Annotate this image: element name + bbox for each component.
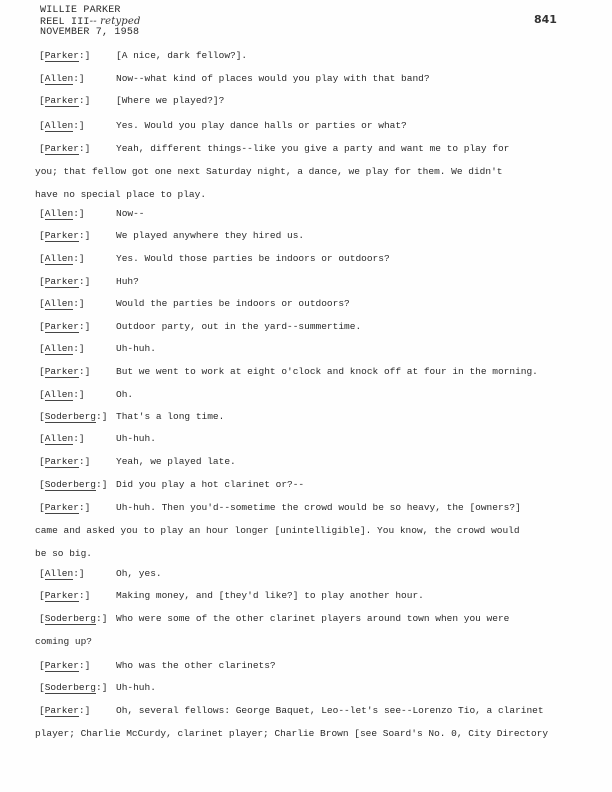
bracket-close: :] <box>78 276 91 287</box>
speaker-label <box>39 389 85 401</box>
bracket-close: :] <box>73 73 85 84</box>
bracket-open: [ <box>39 660 45 671</box>
bracket-open: [ <box>39 590 45 601</box>
bracket-close: :] <box>73 253 85 264</box>
bracket-close: :] <box>78 366 91 377</box>
speaker-name: Parker <box>44 276 79 287</box>
speaker-label <box>39 613 107 625</box>
speaker-label <box>39 343 85 355</box>
speaker-name: Allen <box>44 389 74 400</box>
utterance-line: Would the parties be indoors or outdoors? <box>116 298 350 309</box>
utterance-continuation: be so big. <box>35 548 93 559</box>
speaker-label <box>39 298 85 310</box>
bracket-open: [ <box>39 120 45 131</box>
speaker-name: Soderberg <box>44 411 97 422</box>
speaker-name: Parker <box>44 590 79 601</box>
handwritten-note: -- retyped <box>89 16 141 27</box>
utterance-line: Oh, yes. <box>116 568 162 579</box>
bracket-close: :] <box>96 682 108 693</box>
speaker-label <box>39 120 85 132</box>
speaker-name: Parker <box>44 321 79 332</box>
utterance-line: Yeah, we played late. <box>116 456 236 467</box>
speaker-label <box>39 502 90 514</box>
utterance-line: Huh? <box>116 276 139 287</box>
header-name: WILLIE PARKER <box>40 5 121 16</box>
bracket-open: [ <box>39 389 45 400</box>
bracket-open: [ <box>39 568 45 579</box>
bracket-open: [ <box>39 479 45 490</box>
bracket-open: [ <box>39 73 45 84</box>
speaker-label <box>39 705 90 717</box>
utterance-line: Making money, and [they'd like?] to play another hour. <box>116 590 424 601</box>
bracket-open: [ <box>39 366 45 377</box>
speaker-name: Soderberg <box>44 682 97 693</box>
bracket-open: [ <box>39 95 45 106</box>
speaker-name: Soderberg <box>44 479 97 490</box>
bracket-open: [ <box>39 321 45 332</box>
bracket-open: [ <box>39 208 45 219</box>
speaker-name: Parker <box>44 143 79 154</box>
speaker-label <box>39 208 85 220</box>
speaker-name: Allen <box>44 298 74 309</box>
bracket-open: [ <box>39 502 45 513</box>
bracket-open: [ <box>39 682 45 693</box>
header-date: NOVEMBER 7, 1958 <box>40 27 140 38</box>
utterance-line: Oh. <box>116 389 134 400</box>
bracket-open: [ <box>39 433 45 444</box>
speaker-label <box>39 230 90 242</box>
utterance-continuation: have no special place to play. <box>35 189 207 200</box>
utterance-line: Uh-huh. Then you'd--sometime the crowd would be so heavy, the [owners?] <box>116 502 521 513</box>
speaker-label <box>39 479 107 491</box>
bracket-close: :] <box>78 456 91 467</box>
speaker-label <box>39 411 107 423</box>
speaker-label <box>39 143 90 155</box>
bracket-close: :] <box>78 230 91 241</box>
utterance-line: Oh, several fellows: George Baquet, Leo--let's see--Lorenzo Tio, a clarinet <box>116 705 544 716</box>
speaker-name: Parker <box>44 456 79 467</box>
bracket-close: :] <box>73 343 85 354</box>
speaker-name: Parker <box>44 660 79 671</box>
utterance-line: Yes. Would those parties be indoors or outdoors? <box>116 253 390 264</box>
utterance-continuation: you; that fellow got one next Saturday night, a dance, we play for them. We didn't <box>35 166 503 177</box>
bracket-open: [ <box>39 276 45 287</box>
bracket-open: [ <box>39 705 45 716</box>
speaker-label <box>39 321 90 333</box>
bracket-close: :] <box>96 411 108 422</box>
utterance-line: Now--what kind of places would you play with that band? <box>116 73 430 84</box>
utterance-line: Uh-huh. <box>116 433 156 444</box>
bracket-close: :] <box>78 660 91 671</box>
bracket-close: :] <box>78 502 91 513</box>
speaker-label <box>39 95 90 107</box>
utterance-line: That's a long time. <box>116 411 225 422</box>
speaker-name: Allen <box>44 73 74 84</box>
speaker-label <box>39 50 90 62</box>
utterance-line: Uh-huh. <box>116 343 156 354</box>
speaker-name: Allen <box>44 433 74 444</box>
speaker-name: Allen <box>44 343 74 354</box>
bracket-close: :] <box>73 568 85 579</box>
header-reel-label: REEL III <box>40 17 90 28</box>
speaker-label <box>39 590 90 602</box>
speaker-name: Soderberg <box>44 613 97 624</box>
utterance-line: Now-- <box>116 208 145 219</box>
speaker-name: Parker <box>44 95 79 106</box>
speaker-label <box>39 366 90 378</box>
bracket-close: :] <box>73 298 85 309</box>
utterance-line: [A nice, dark fellow?]. <box>116 50 248 61</box>
speaker-label <box>39 73 85 85</box>
speaker-name: Parker <box>44 705 79 716</box>
speaker-label <box>39 568 85 580</box>
bracket-open: [ <box>39 411 45 422</box>
utterance-line: Outdoor party, out in the yard--summertime. <box>116 321 362 332</box>
bracket-open: [ <box>39 50 45 61</box>
utterance-line: We played anywhere they hired us. <box>116 230 305 241</box>
speaker-name: Parker <box>44 502 79 513</box>
utterance-line: Yes. Would you play dance halls or parties or what? <box>116 120 407 131</box>
speaker-name: Parker <box>44 366 79 377</box>
utterance-line: But we went to work at eight o'clock and knock off at four in the morning. <box>116 366 538 377</box>
speaker-name: Parker <box>44 230 79 241</box>
bracket-close: :] <box>73 389 85 400</box>
bracket-close: :] <box>73 120 85 131</box>
speaker-name: Allen <box>44 120 74 131</box>
utterance-continuation: coming up? <box>35 636 93 647</box>
bracket-close: :] <box>78 143 91 154</box>
speaker-name: Allen <box>44 253 74 264</box>
utterance-line: Yeah, different things--like you give a party and want me to play for <box>116 143 510 154</box>
speaker-name: Allen <box>44 568 74 579</box>
utterance-line: Did you play a hot clarinet or?-- <box>116 479 305 490</box>
utterance-continuation: came and asked you to play an hour longer [unintelligible]. You know, the crowd would <box>35 525 520 536</box>
bracket-open: [ <box>39 456 45 467</box>
utterance-line: [Where we played?]? <box>116 95 225 106</box>
bracket-close: :] <box>78 590 91 601</box>
speaker-label <box>39 660 90 672</box>
bracket-close: :] <box>78 321 91 332</box>
bracket-open: [ <box>39 253 45 264</box>
bracket-open: [ <box>39 230 45 241</box>
speaker-label <box>39 682 107 694</box>
utterance-line: Who were some of the other clarinet players around town when you were <box>116 613 510 624</box>
bracket-close: :] <box>78 705 91 716</box>
speaker-label <box>39 456 90 468</box>
bracket-close: :] <box>78 95 91 106</box>
bracket-close: :] <box>96 613 108 624</box>
utterance-continuation: player; Charlie McCurdy, clarinet player; Charlie Brown [see Soard's No. 0, City Directory <box>35 728 549 739</box>
speaker-name: Parker <box>44 50 79 61</box>
utterance-line: Who was the other clarinets? <box>116 660 276 671</box>
bracket-open: [ <box>39 298 45 309</box>
bracket-open: [ <box>39 343 45 354</box>
page-number: 841 <box>534 13 557 26</box>
bracket-close: :] <box>96 479 108 490</box>
speaker-label <box>39 276 90 288</box>
bracket-open: [ <box>39 613 45 624</box>
bracket-close: :] <box>73 433 85 444</box>
utterance-line: Uh-huh. <box>116 682 156 693</box>
bracket-open: [ <box>39 143 45 154</box>
bracket-close: :] <box>73 208 85 219</box>
bracket-close: :] <box>78 50 91 61</box>
speaker-label <box>39 433 85 445</box>
speaker-label <box>39 253 85 265</box>
speaker-name: Allen <box>44 208 74 219</box>
